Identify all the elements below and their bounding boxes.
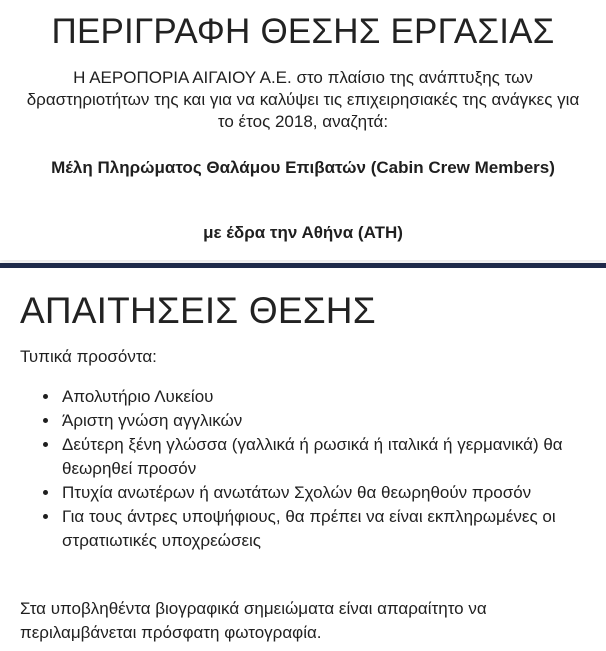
- photo-note: Στα υποβληθέντα βιογραφικά σημειώματα είναι απαραίτητο να περιλαμβάνεται πρόσφατη φωτογραφία.: [20, 599, 487, 642]
- list-item: • Δεύτερη ξένη γλώσσα (γαλλικά ή ρωσικά ή ιταλικά ή γερμανικά) θα θεωρηθεί προσόν: [60, 433, 580, 481]
- requirements-title: ΑΠΑΙΤΗΣΕΙΣ ΘΕΣΗΣ: [20, 290, 376, 331]
- intro-paragraph: Η ΑΕΡΟΠΟΡΙΑ ΑΙΓΑΙΟΥ Α.Ε. στο πλαίσιο της ανάπτυξης των δραστηριοτήτων της και για να καλύψει τις επιχειρησιακές της ανάγκες για το έτος 2018, αναζητά:: [26, 68, 580, 131]
- list-item: • Απολυτήριο Λυκείου: [60, 385, 580, 409]
- section-divider: [0, 263, 606, 268]
- qualifications-label: Τυπικά προσόντα:: [20, 347, 157, 366]
- job-description-section: [0, 0, 606, 260]
- qualifications-list: [20, 385, 580, 553]
- list-item: • Πτυχία ανωτέρων ή ανωτάτων Σχολών θα θεωρηθούν προσόν: [60, 481, 580, 505]
- position-title: Μέλη Πληρώματος Θαλάμου Επιβατών (Cabin Crew Members): [51, 158, 555, 177]
- list-item: • Για τους άντρες υποψήφιους, θα πρέπει να είναι εκπληρωμένες οι στρατιωτικές υποχρεώσεις: [60, 505, 580, 553]
- base-location: με έδρα την Αθήνα (ATH): [203, 223, 403, 242]
- job-description-title: ΠΕΡΙΓΡΑΦΗ ΘΕΣΗΣ ΕΡΓΑΣΙΑΣ: [51, 12, 555, 51]
- list-item: • Άριστη γνώση αγγλικών: [60, 409, 580, 433]
